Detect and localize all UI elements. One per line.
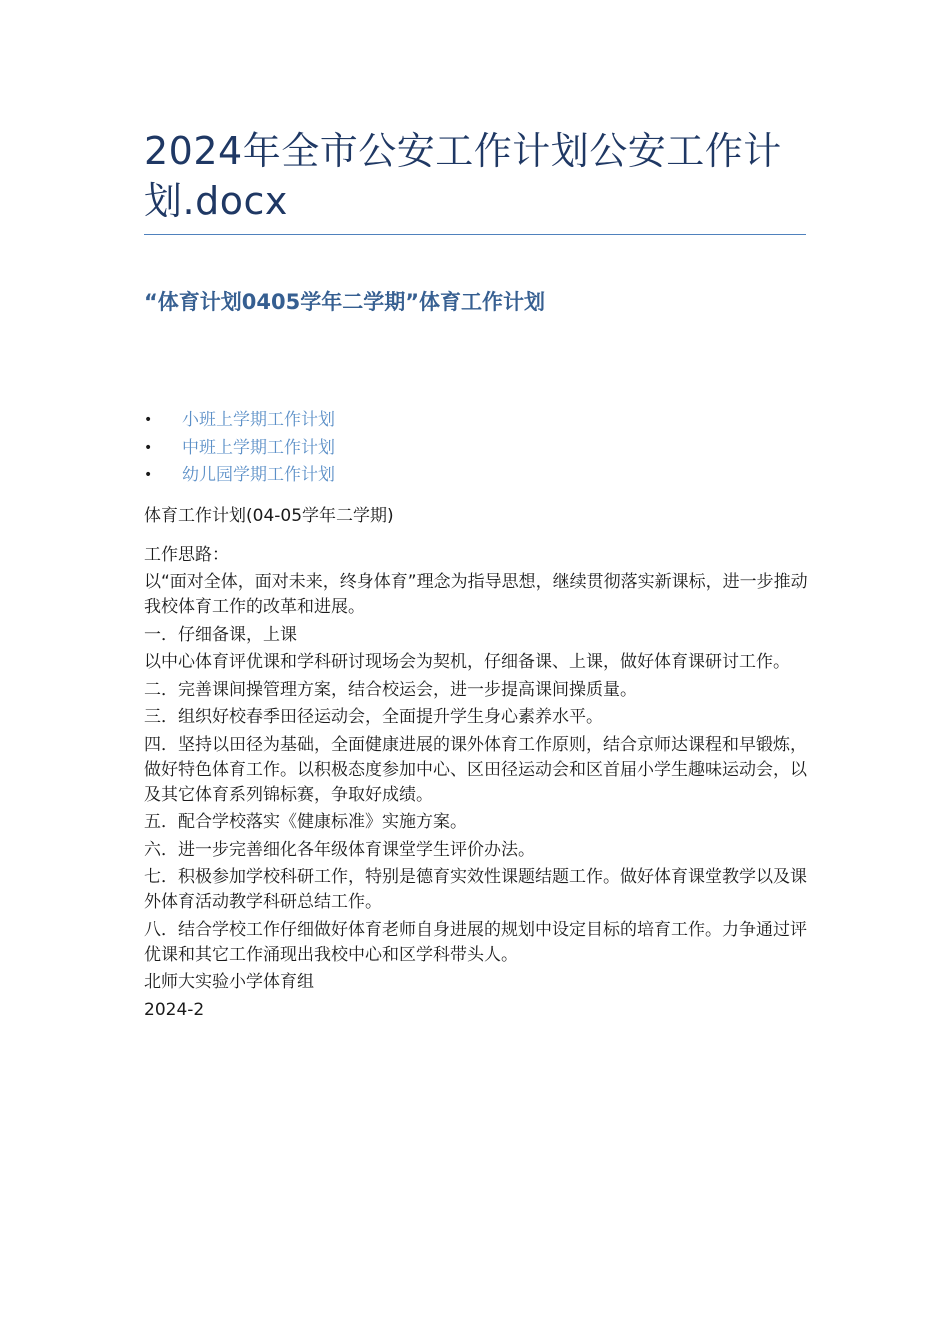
item-5-paragraph: 五．配合学校落实《健康标准》实施方案。 xyxy=(144,812,467,832)
item-4-paragraph: 四．坚持以田径为基础，全面健康进展的课外体育工作原则，结合京师达课程和早锻炼，做好特色体育工作。以积极态度参加中心、区田径运动会和区首届小学生趣味运动会，以及其它体育系列锦标赛，争取好成绩。 xyxy=(144,734,807,805)
bullet-icon: • xyxy=(144,439,153,456)
related-link-middle-class[interactable]: 中班上学期工作计划 xyxy=(182,437,335,458)
signature-date: 2024-2 xyxy=(144,999,205,1020)
related-link-item xyxy=(144,435,808,463)
document-body xyxy=(144,504,808,1023)
bullet-icon: • xyxy=(144,412,153,428)
item-6-paragraph: 六．进一步完善细化各年级体育课堂学生评价办法。 xyxy=(144,839,535,860)
related-link-kindergarten[interactable]: 幼儿园学期工作计划 xyxy=(182,465,335,485)
document-subtitle: “体育计划0405学年二学期”体育工作计划 xyxy=(144,290,546,314)
item-8-paragraph: 八．结合学校工作仔细做好体育老师自身进展的规划中设定目标的培育工作。力争通过评优课和其它工作涌现出我校中心和区学科带头人。 xyxy=(144,919,807,965)
related-link-item xyxy=(144,407,808,435)
document-page xyxy=(144,0,808,1025)
item-7-paragraph: 七．积极参加学校科研工作，特别是德育实效性课题结题工作。做好体育课堂教学以及课外体育活动教学科研总结工作。 xyxy=(144,867,807,912)
item-3-paragraph: 三．组织好校春季田径运动会，全面提升学生身心素养水平。 xyxy=(144,707,603,727)
signature-group: 北师大实验小学体育组 xyxy=(144,972,314,992)
related-links-list xyxy=(144,407,808,490)
plan-heading: 体育工作计划(04-05学年二学期) xyxy=(144,505,394,526)
approach-paragraph: 以“面对全体，面对未来，终身体育”理念为指导思想，继续贯彻落实新课标，进一步推动我校体育工作的改革和进展。 xyxy=(144,572,808,617)
related-link-small-class[interactable]: 小班上学期工作计划 xyxy=(182,410,335,430)
item-1-heading: 一．仔细备课，上课 xyxy=(144,624,297,645)
document-title: 2024年全市公安工作计划公安工作计划.docx xyxy=(144,129,782,223)
related-link-item xyxy=(144,462,808,490)
item-2-paragraph: 二．完善课间操管理方案，结合校运会，进一步提高课间操质量。 xyxy=(144,679,637,700)
section-label-approach: 工作思路： xyxy=(144,544,229,565)
title-divider xyxy=(144,234,806,235)
bullet-icon: • xyxy=(144,467,153,483)
item-1-paragraph: 以中心体育评优课和学科研讨现场会为契机，仔细备课、上课，做好体育课研讨工作。 xyxy=(144,652,790,672)
